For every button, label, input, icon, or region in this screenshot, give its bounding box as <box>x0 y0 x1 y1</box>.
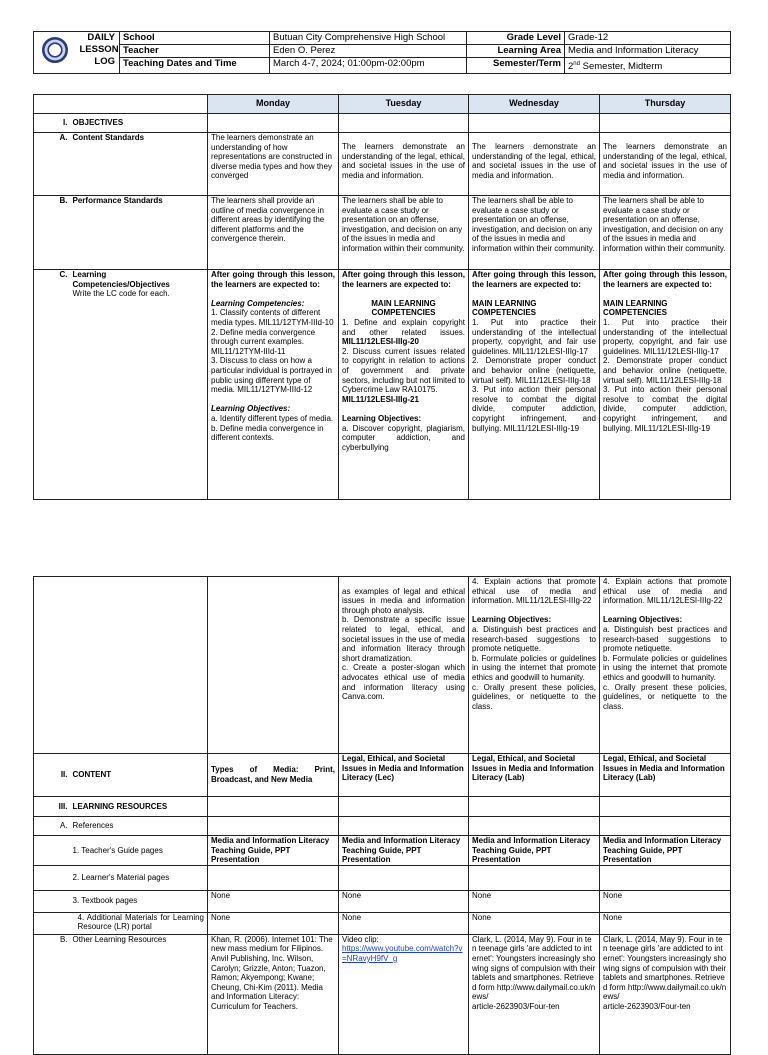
performance-standards-thursday: The learners shall be able to evaluate a case study or presentation on an offense, investigation, and decision on any of the issues in media and information within their community. <box>600 196 731 270</box>
empty-cell <box>469 114 600 133</box>
tg-thursday: Media and Information Literacy Teaching Guide, PPT Presentation <box>600 836 731 866</box>
lc-item: 2. Demonstrate proper conduct and behavior online (netiquette, virtual self). MIL11/12LESI-IIIg-18 <box>472 356 596 385</box>
lo-item: a. Identify different types of media. <box>211 413 334 423</box>
lc-cont-wednesday <box>469 577 600 754</box>
content-thursday: Legal, Ethical, and Societal Issues in Media and Information Literacy (Lab) <box>600 754 731 797</box>
reference-text: article-2623903/Four-ten <box>472 1001 560 1011</box>
lc-monday <box>208 270 339 500</box>
lo-item: a. Distinguish best practices and research-based suggestions to promote netiquette. <box>603 624 727 654</box>
empty-cell <box>34 865 70 890</box>
content-wednesday: Legal, Ethical, and Societal Issues in Media and Information Literacy (Lab) <box>469 754 600 797</box>
lo-item: c. Create a poster-slogan which advocates ethical use of media and information literacy using Canva.com. <box>342 663 465 702</box>
row-teachers-guide: 1. Teacher's Guide pages <box>70 836 208 866</box>
lc-objectives-title: Learning Objectives: <box>603 615 683 625</box>
deped-seal-cell <box>34 32 77 74</box>
content-standards-monday: The learners demonstrate an understanding of how representations are constructed in diverse media types and how they converged <box>208 133 339 196</box>
dll-title-line: LOG <box>94 56 115 67</box>
learning-area-label: Learning Area <box>467 45 565 58</box>
school-label: School <box>120 32 270 45</box>
lc-item: 4. Explain actions that promote ethical use of media and information. MIL11/12LESI-IIIg-22 <box>603 577 727 606</box>
teaching-dates-value: March 4-7, 2024; 01:00pm-02:00pm <box>270 58 467 74</box>
lc-cont-thursday <box>600 577 731 754</box>
am-tuesday: None <box>339 912 469 934</box>
tg-monday: Media and Information Literacy Teaching Guide, PPT Presentation <box>208 836 339 866</box>
row-letter: B. <box>34 196 70 270</box>
lo-item: b. Demonstrate a specific issue related to legal, ethical, and societal issues in the use of media and information literacy through short dramatization. <box>342 615 465 663</box>
lc-item: 1. Put into practice their understanding of the intellectual property, copyright, and fair use guidelines. MIL11/12LESI-IIIg-17 <box>472 317 596 356</box>
tb-thursday: None <box>600 890 731 912</box>
lc-objectives-title: Learning Objectives: <box>211 404 291 414</box>
reference-text: Clark, L. (2014, May 9). Four in ten teenage girls 'are addicted to internet': Youngsters increasingly showing signs of compulsion with their tablets and smartphones. Retrieved form http://www.dailymail.co.uk/news/ <box>472 934 596 1002</box>
empty-cell <box>34 912 70 934</box>
reference-text: Clark, L. (2014, May 9). Four in ten teenage girls 'are addicted to internet': Youngsters increasingly showing signs of compulsion with their tablets and smartphones. Retrieved form http://www.dailymail.co.uk/news/ <box>603 934 727 1002</box>
lc-intro: After going through this lesson, the learners are expected to: <box>342 270 465 289</box>
row-textbook: 3. Textbook pages <box>70 890 208 912</box>
content-standards-wednesday: The learners demonstrate an understanding of the legal, ethical, and societal issues in the use of media and information. <box>469 133 600 196</box>
lc-wednesday <box>469 270 600 500</box>
am-wednesday: None <box>469 912 600 934</box>
lo-item: a. Distinguish best practices and research-based suggestions to promote netiquette. <box>472 624 596 654</box>
row-other-resources: Other Learning Resources <box>70 934 208 1054</box>
lc-objectives-title: Learning Objectives: <box>472 615 552 625</box>
lc-item: 3. Put into action their personal resolve to combat the digital divide, computer addiction, copyright infringement, and bullying. MIL11/12LESI-IIIg-19 <box>603 385 727 433</box>
day-header-wednesday: Wednesday <box>469 95 600 114</box>
lc-intro: After going through this lesson, the learners are expected to: <box>472 270 596 289</box>
lc-item: 2. Discuss current issues related to copyright in relation to actions of government and private sectors, including but not limited to Cybercrime Law RA10175. <box>342 346 465 395</box>
lo-item: a. Discover copyright, plagiarism, computer addiction, and cyberbullying <box>342 423 465 452</box>
lc-item: 3. Put into action their personal resolve to combat the digital divide, computer addiction, copyright infringement, and bullying. MIL11/12LESI-IIIg-19 <box>472 385 596 433</box>
empty-cell <box>600 817 731 836</box>
tg-wednesday: Media and Information Literacy Teaching Guide, PPT Presentation <box>469 836 600 866</box>
performance-standards-wednesday: The learners shall be able to evaluate a case study or presentation on an offense, investigation, and decision on any of the issues in media and information within their community. <box>469 196 600 270</box>
section-number: II. <box>34 754 70 797</box>
performance-standards-monday: The learners shall provide an outline of media convergence in different areas by identifying the different platforms and the convergence therein. <box>208 196 339 270</box>
lc-item: 1. Classify contents of different media types. MIL11/12TYM-IIId-10 <box>211 308 334 327</box>
lc-item: 3. Discuss to class on how a particular individual is portrayed in public using different type of media. MIL11/12TYM-IIId-12 <box>211 356 332 395</box>
row-learners-material: 2. Learner's Material pages <box>70 865 208 890</box>
lo-item: b. Formulate policies or guidelines in using the internet that promote ethics and goodwill to humanity. <box>603 653 727 682</box>
lm-thursday <box>600 865 731 890</box>
lc-item: 1. Put into practice their understanding of the intellectual property, copyright, and fair use guidelines. MIL11/12LESI-IIIg-17 <box>603 317 727 356</box>
video-clip-label: Video clip: <box>342 934 379 944</box>
lc-intro: After going through this lesson, the learners are expected to: <box>603 270 727 289</box>
lesson-log-table-part1 <box>33 94 731 500</box>
lo-item: b. Formulate policies or guidelines in using the internet that promote ethics and goodwill to humanity. <box>472 653 596 682</box>
dll-header-table <box>33 31 731 74</box>
lo-item: as examples of legal and ethical issues in media and information through photo analysis. <box>342 586 465 615</box>
lesson-log-table-part2 <box>33 576 731 1055</box>
semester-label: Semester/Term <box>467 58 565 74</box>
row-content-standards: Content Standards <box>70 133 208 196</box>
lm-tuesday <box>339 865 469 890</box>
lo-item: c. Orally present these policies, guidelines, or netiquette to the class. <box>472 682 596 711</box>
content-tuesday: Legal, Ethical, and Societal Issues in Media and Information Literacy (Lec) <box>339 754 469 797</box>
row-references: References <box>70 817 208 836</box>
lc-title: Learning Competencies/Objectives <box>72 270 170 289</box>
video-link[interactable]: https://www.youtube.com/watch?v=NRavyH9fV_g <box>342 944 463 963</box>
empty-cell <box>34 890 70 912</box>
semester-suffix: nd <box>573 61 580 67</box>
day-header-thursday: Thursday <box>600 95 731 114</box>
school-value: Butuan City Comprehensive High School <box>270 32 467 45</box>
empty-cell <box>339 797 469 817</box>
lc-subtitle: Write the LC code for each. <box>72 289 170 299</box>
other-tuesday <box>339 934 469 1054</box>
lc-item: 4. Explain actions that promote ethical use of media and information. MIL11/12LESI-IIIg-22 <box>472 577 596 606</box>
lc-code: MIL11/12LESI-IIIg-21 <box>342 394 419 404</box>
lc-item: 1. Define and explain copyright and other related issues. <box>342 317 465 337</box>
row-letter: B. <box>34 934 70 1054</box>
main-lc-title: MAIN LEARNING COMPETENCIES <box>603 298 668 318</box>
row-additional-materials: 4. Additional Materials for Learning Resource (LR) portal <box>70 912 208 934</box>
row-performance-standards: Performance Standards <box>70 196 208 270</box>
day-header-monday: Monday <box>208 95 339 114</box>
row-letter: A. <box>34 133 70 196</box>
teaching-dates-label: Teaching Dates and Time <box>120 58 270 74</box>
semester-value <box>565 58 731 74</box>
other-monday: Khan, R. (2006). Internet 101: The new mass medium for Filipinos. Anvil Publishing, Inc. Wilson, Carolyn; Grizzle, Anton; Tuazon, Ramon; Akyempong; Kwane; Cheung, Chi-Kim (2011). Media and Information Literacy: Curriculum for Teachers. <box>208 934 339 1054</box>
lo-item: b. Define media convergence in different contexts. <box>211 423 324 443</box>
dll-title <box>77 32 120 74</box>
reference-text: article-2623903/Four-ten <box>603 1001 691 1011</box>
lc-cont-monday <box>208 577 339 754</box>
grade-level-label: Grade Level <box>467 32 565 45</box>
empty-cell <box>208 817 339 836</box>
content-monday: Types of Media: Print, Broadcast, and New Media <box>208 754 339 797</box>
row-learning-competencies <box>70 270 208 500</box>
am-monday: None <box>208 912 339 934</box>
section-number: I. <box>34 114 70 133</box>
section-objectives: OBJECTIVES <box>70 114 208 133</box>
row-letter: C. <box>34 270 70 500</box>
other-wednesday <box>469 934 600 1054</box>
main-lc-title: MAIN LEARNING COMPETENCIES <box>472 298 537 318</box>
lm-wednesday <box>469 865 600 890</box>
empty-cell <box>600 797 731 817</box>
other-thursday <box>600 934 731 1054</box>
row-letter: A. <box>34 817 70 836</box>
header-blank-cell <box>34 95 208 114</box>
lc-tuesday <box>339 270 469 500</box>
tb-tuesday: None <box>339 890 469 912</box>
lc-thursday <box>600 270 731 500</box>
lo-item: c. Orally present these policies, guidelines, or netiquette to the class. <box>603 682 727 711</box>
empty-cell <box>208 797 339 817</box>
section-content: CONTENT <box>70 754 208 797</box>
performance-standards-tuesday: The learners shall be able to evaluate a case study or presentation on an offense, investigation, and decision on any of the issues in media and information within their community. <box>339 196 469 270</box>
empty-cell <box>70 577 208 754</box>
lc-item: 2. Define media convergence through current examples. MIL11/12TYM-IIId-11 <box>211 327 316 356</box>
empty-cell <box>339 817 469 836</box>
empty-cell <box>469 817 600 836</box>
lc-objectives-title: Learning Objectives: <box>342 413 422 423</box>
grade-level-value: Grade-12 <box>565 32 731 45</box>
dll-title-line: LESSON <box>79 44 119 55</box>
section-number: III. <box>34 797 70 817</box>
am-thursday: None <box>600 912 731 934</box>
content-standards-tuesday: The learners demonstrate an understanding of the legal, ethical, and societal issues in the use of media and information. <box>339 133 469 196</box>
tb-monday: None <box>208 890 339 912</box>
lc-intro: After going through this lesson, the learners are expected to: <box>211 270 335 289</box>
empty-cell <box>600 114 731 133</box>
teacher-label: Teacher <box>120 45 270 58</box>
tg-tuesday: Media and Information Literacy Teaching Guide, PPT Presentation <box>339 836 469 866</box>
lm-monday <box>208 865 339 890</box>
content-standards-thursday: The learners demonstrate an understanding of the legal, ethical, and societal issues in the use of media and information. <box>600 133 731 196</box>
deped-seal-icon <box>42 37 68 63</box>
lc-competencies-title: Learning Competencies: <box>211 298 305 308</box>
teacher-value: Eden O. Perez <box>270 45 467 58</box>
day-header-tuesday: Tuesday <box>339 95 469 114</box>
empty-cell <box>469 797 600 817</box>
lc-item: 2. Demonstrate proper conduct and behavior online (netiquette, virtual self). MIL11/12LESI-IIIg-18 <box>603 356 727 385</box>
dll-title-line: DAILY <box>87 32 115 43</box>
main-lc-title: MAIN LEARNING COMPETENCIES <box>371 298 436 318</box>
semester-text: Semester, Midterm <box>579 61 663 73</box>
tb-wednesday: None <box>469 890 600 912</box>
empty-cell <box>34 836 70 866</box>
lc-code: MIL11/12LESI-IIIg-20 <box>342 337 419 347</box>
empty-cell <box>34 577 70 754</box>
learning-area-value: Media and Information Literacy <box>565 45 731 58</box>
empty-cell <box>208 114 339 133</box>
semester-number: 2 <box>568 61 574 73</box>
empty-cell <box>339 114 469 133</box>
lc-cont-tuesday <box>339 577 469 754</box>
section-learning-resources: LEARNING RESOURCES <box>70 797 208 817</box>
